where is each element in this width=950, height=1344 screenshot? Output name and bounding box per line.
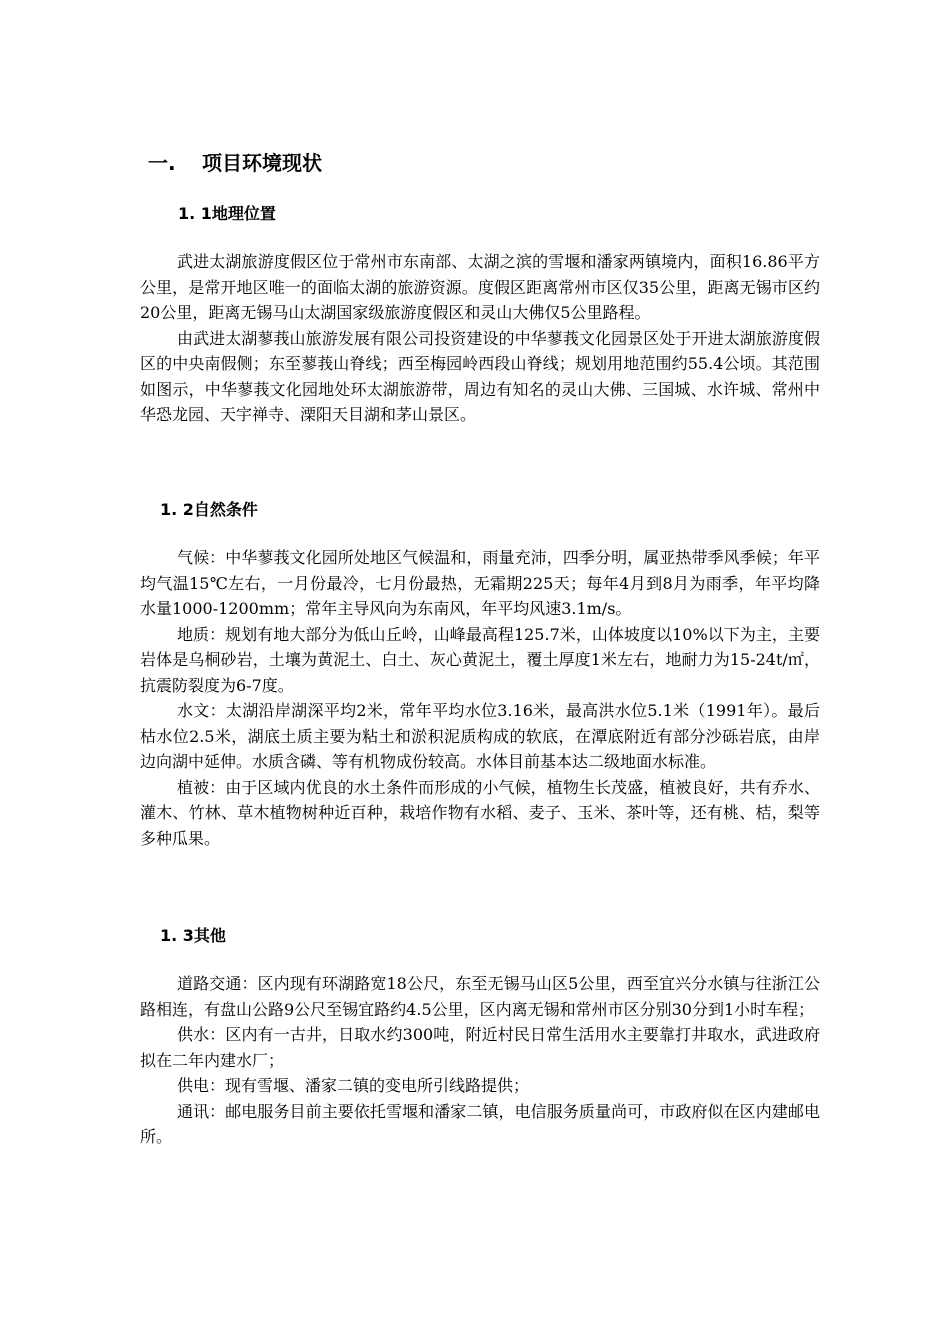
section-title-other: 1. 3其他 — [160, 926, 226, 945]
paragraph: 道路交通：区内现有环湖路宽18公尺，东至无锡马山区5公里，西至宜兴分水镇与往浙江公路相连，有盘山公路9公尺至锡宜路约4.5公里，区内离无锡和常州市区分别30分到1小时车程； — [140, 974, 820, 1019]
paragraph: 武进太湖旅游度假区位于常州市东南部、太湖之滨的雪堰和潘家两镇境内，面积16.86平方公里，是常开地区唯一的面临太湖的旅游资源。度假区距离常州市区仅35公里，距离无锡市区约20公里，距离无锡马山太湖国家级旅游度假区和灵山大佛仅5公里路程。 — [140, 252, 820, 322]
paragraph: 通讯：邮电服务目前主要依托雪堰和潘家二镇，电信服务质量尚可，市政府似在区内建邮电所。 — [140, 1101, 820, 1146]
section-title-geography: 1. 1地理位置 — [178, 204, 276, 223]
chapter-number: 一. — [148, 151, 176, 175]
chapter-title: 项目环境现状 — [202, 151, 322, 175]
section-title-natural-conditions: 1. 2自然条件 — [160, 500, 258, 519]
section-body-other — [140, 971, 820, 1150]
paragraph: 由武进太湖蓼莪山旅游发展有限公司投资建设的中华蓼莪文化园景区处于开进太湖旅游度假区的中央南假侧；东至蓼莪山脊线；西至梅园岭西段山脊线；规划用地范围约55.4公顷。其范围如图示，中华蓼莪文化园地处环太湖旅游带，周边有知名的灵山大佛、三国城、水许城、常州中华恐龙园、天宇禅寺、溧阳天目湖和茅山景区。 — [140, 328, 820, 424]
chapter-heading — [148, 150, 322, 176]
paragraph: 气候：中华蓼莪文化园所处地区气候温和，雨量充沛，四季分明，属亚热带季风季候；年平均气温15℃左右，一月份最冷，七月份最热，无霜期225天；每年4月到8月为雨季，年平均降水量1000-1200mm；常年主导风向为东南风，年平均风速3.1m/s。 — [140, 548, 820, 618]
paragraph: 供电：现有雪堰、潘家二镇的变电所引线路提供； — [177, 1076, 530, 1095]
paragraph: 地质：规划有地大部分为低山丘岭，山峰最高程125.7米，山体坡度以10%以下为主，主要岩体是乌桐砂岩，土壤为黄泥土、白土、灰心黄泥土，覆土厚度1米左右，地耐力为15-24t/㎡，抗震防裂度为6-7度。 — [140, 624, 820, 695]
paragraph: 水文：太湖沿岸湖深平均2米，常年平均水位3.16米，最高洪水位5.1米（1991年）。最后枯水位2.5米，湖底土质主要为粘土和淤积泥质构成的软底，在潭底附近有部分沙砾岩底，由岸边向湖中延伸。水质含磷、等有机物成份较高。水体目前基本达二级地面水标准。 — [140, 701, 820, 771]
section-body-natural-conditions — [140, 545, 820, 851]
paragraph: 植被：由于区域内优良的水土条件而形成的小气候，植物生长茂盛，植被良好，共有乔水、灌木、竹林、草木植物树种近百种，栽培作物有水稻、麦子、玉米、茶叶等，还有桃、桔，梨等多种瓜果。 — [140, 777, 820, 848]
paragraph: 供水：区内有一古井，日取水约300吨，附近村民日常生活用水主要靠打井取水，武进政府拟在二年内建水厂； — [140, 1025, 820, 1070]
section-body-geography — [140, 249, 820, 428]
